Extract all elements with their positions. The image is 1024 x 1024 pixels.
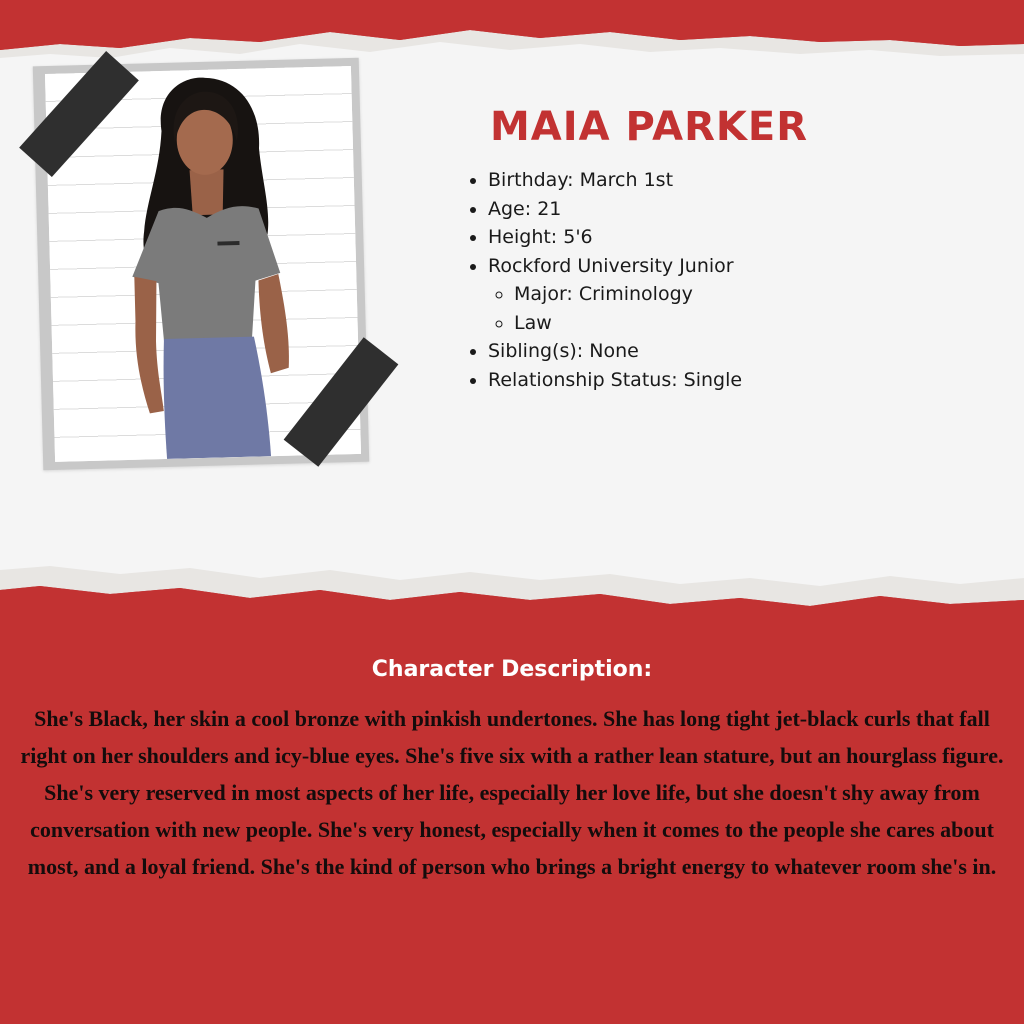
fact-major: ◦ Major: Criminology [514, 280, 980, 309]
jeans [162, 336, 271, 459]
description-title: Character Description: [371, 657, 653, 682]
profile-section [460, 100, 980, 394]
arm-right [258, 274, 289, 374]
school-detail-list [488, 280, 980, 337]
description-text: She's Black, her skin a cool bronze with pinkish undertones. She has long tight jet-black curls that fall right on her shoulders and icy-blue eyes. She's five six with a rather lean stature, but an hourglass figure. She's very reserved in most aspects of her life, especially her love life, but she doesn't shy away from conversation with new people. She's very honest, especially when it comes to the people she cares about most, and a loyal friend. She's the kind of person who brings a bright energy to whatever room she's in. [20, 706, 1004, 879]
fact-birthday: • Birthday: March 1st [488, 166, 980, 195]
arm-left [134, 276, 164, 414]
neck [190, 169, 225, 215]
fact-list [460, 166, 980, 394]
fact-school-label: Rockford University Junior [488, 254, 734, 277]
fact-siblings: • Sibling(s): None [488, 337, 980, 366]
character-name: MAIA PARKER [490, 104, 809, 150]
fact-age: • Age: 21 [488, 195, 980, 224]
fact-school [488, 252, 980, 338]
fact-law: ◦ Law [514, 309, 980, 338]
shirt-logo [217, 241, 239, 246]
fact-height: • Height: 5'6 [488, 223, 980, 252]
fact-relationship: • Relationship Status: Single [488, 366, 980, 395]
